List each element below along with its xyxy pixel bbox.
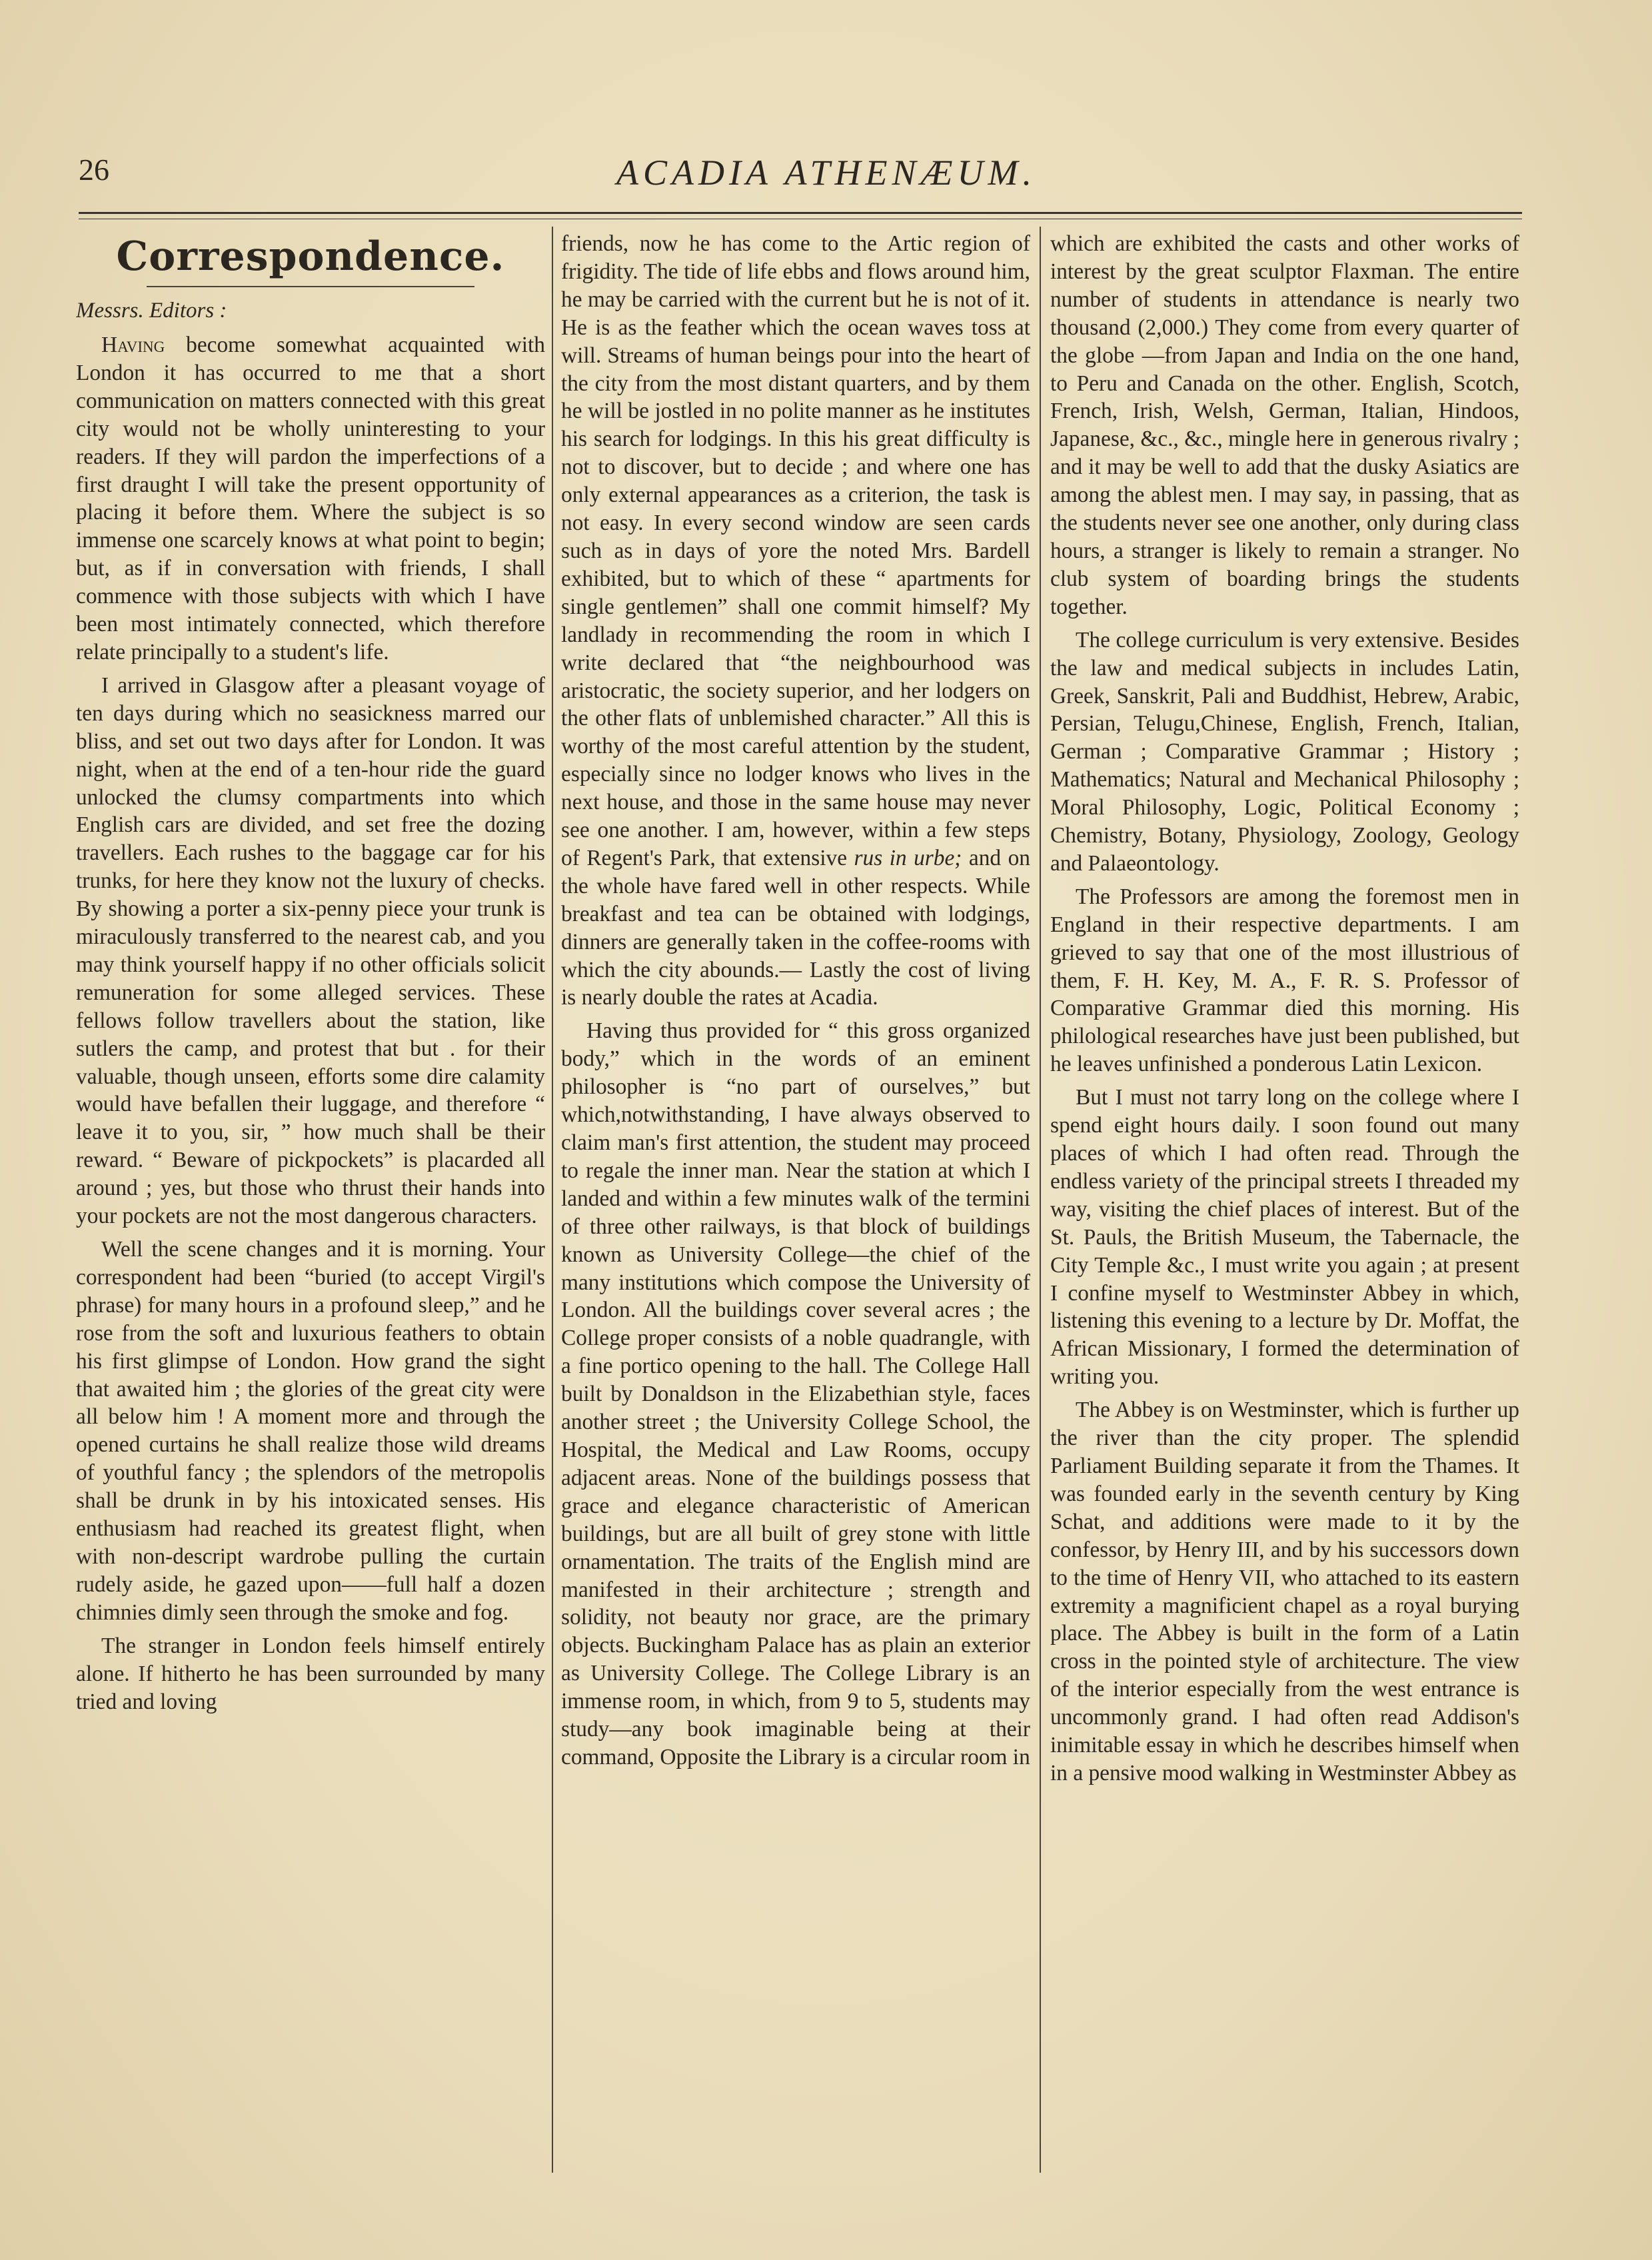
paragraph <box>76 331 545 666</box>
latin-phrase: rus in urbe; <box>854 845 962 870</box>
section-title: Correspondence. <box>116 233 505 280</box>
title-rule <box>147 286 475 287</box>
salutation: Messrs. Editors : <box>76 299 227 323</box>
header-rule <box>79 212 1522 214</box>
paragraph: The Professors are among the foremost men in England in their respective departments. I am grieved to say that one of the most illustrious of them, F. H. Key, M. A., F. R. S. Professor of Comparative Grammar died this morning. His philological researches have just been published, but he leaves unfinished a ponderous Latin Lexicon. <box>1050 884 1519 1077</box>
paragraph-text: become somewhat acquainted with London it has occurred to me that a short communication on matters connected with this great city would not be wholly uninteresting to your readers. If they will pardon the imperfections of a first draught I will take the present opportunity of placing it before them. Where the subject is so immense one scarcely knows at what point to begin; but, as if in conversation with friends, I shall commence with those subjects with which I have been most intimately connected, which therefore relate principally to a student's life. <box>76 333 545 664</box>
page-number: 26 <box>79 153 109 187</box>
paragraph-text: and on the whole have fared well in other respects. While breakfast and tea can be obtained with lodgings, dinners are generally taken in the coffee-rooms with which the city abounds.— Lastly the cost of living is nearly double the rates at Acadia. <box>561 845 1030 1010</box>
running-title: ACADIA ATHENÆUM. <box>616 153 1036 193</box>
page-header <box>0 0 1652 213</box>
paragraph: Having thus provided for “ this gross organized body,” which in the words of an eminent philosopher is “no part of ourselves,” but which,notwithstanding, I have always observed to claim man's first attention, the student may proceed to regale the inner man. Near the station at which I landed and within a few minutes walk of the termini of three other railways, is that block of buildings known as University College—the chief of the many institutions which compose the University of London. All the buildings cover several acres ; the College proper consists of a noble quadrangle, with a fine portico opening to the hall. The College Hall built by Donaldson in the Elizabethian style, faces another street ; the University College School, the Hospital, the Medical and Law Rooms, occupy adjacent areas. None of the buildings possess that grace and elegance characteristic of American buildings, but are all built of grey stone with little ornamentation. The traits of the English mind are manifested in their architecture ; strength and solidity, not beauty nor grace, are the primary objects. Buckingham Palace has as plain an exterior as University College. The College Library is an immense room, in which, from 9 to 5, students may study—any book imaginable being at their command, Opposite the Library is a circular room in <box>561 1018 1030 1769</box>
paragraph: I arrived in Glasgow after a pleasant voyage of ten days during which no seasickness marred our bliss, and set out two days after for London. It was night, when at the end of a ten-hour ride the guard unlocked the clumsy compartments into which English cars are divided, and set free the dozing travellers. Each rushes to the baggage car for his trunks, for here they know not the luxury of checks. By showing a porter a six-penny piece your trunk is miraculously transferred to the nearest cab, and you may think yourself happy if no other officials solicit remuneration for some alleged services. These fellows follow travellers about the station, like sutlers the camp, and protest that but . for their valuable, though unseen, efforts some dire calamity would have befallen their luggage, and therefore “ leave it to you, sir, ” how much shall be their reward. “ Beware of pickpockets” is placarded all around ; yes, but those who thrust their hands into your pockets are not the most dangerous characters. <box>76 672 545 1229</box>
column-divider-2 <box>1040 227 1041 2173</box>
column-divider-1 <box>552 227 553 2173</box>
paragraph <box>561 230 1030 1012</box>
paragraph-text: friends, now he has come to the Artic region of frigidity. The tide of life ebbs and flows around him, he may be carried with the current but he is not of it. He is as the feather which the ocean waves toss at will. Streams of human beings pour into the heart of the city from the most distant quarters, and by them he will be jostled in no polite manner as he institutes his search for lodgings. In this his great difficulty is not to discover, but to decide ; and where one has only external appearances as a criterion, the task is not easy. In every second window are seen cards such as in days of yore the noted Mrs. Bardell exhibited, but to which of these “ apartments for single gentlemen” shall one commit himself? My landlady in recommending the room in which I write declared that “the neighbourhood was aristocratic, the society superior, and her lodgers on the other flats of unblemished character.” All this is worthy of the most careful attention by the student, especially since no lodger knows who lives in the next house, and those in the same house may never see one another. I am, however, within a few steps of Regent's Park, that extensive <box>561 231 1030 870</box>
paragraph: But I must not tarry long on the college where I spend eight hours daily. I soon found out many places of which I had often read. Through the endless variety of the principal streets I threaded my way, visiting the chief places of interest. But of the St. Pauls, the British Museum, the Tabernacle, the City Temple &c., I must write you again ; at present I confine myself to Westminster Abbey in which, listening this evening to a lecture by Dr. Moffat, the African Missionary, I formed the determination of writing you. <box>1050 1085 1519 1390</box>
article-column-1 <box>76 230 545 2176</box>
paragraph: The stranger in London feels himself entirely alone. If hitherto he has been surrounded by many tried and loving <box>76 1633 545 1714</box>
article-column-2 <box>561 230 1030 2176</box>
paragraph: which are exhibited the casts and other works of interest by the great sculptor Flaxman. The entire number of students in attendance is nearly two thousand (2,000.) They come from every quarter of the globe —from Japan and India on the one hand, to Peru and Canada on the other. English, Scotch, French, Irish, Welsh, German, Italian, Hindoos, Japanese, &c., &c., mingle here in generous rivalry ; and it may be well to add that the dusky Asiatics are among the ablest men. I may say, in passing, that as the students never see one another, only during class hours, a stranger is likely to remain a stranger. No club system of boarding brings the students together. <box>1050 231 1519 619</box>
article-column-3 <box>1050 230 1519 2176</box>
paragraph: Well the scene changes and it is morning. Your correspondent had been “buried (to accept Virgil's phrase) for many hours in a profound sleep,” and he rose from the soft and luxurious feathers to obtain his first glimpse of London. How grand the sight that awaited him ; the glories of the great city were all below him ! A moment more and through the opened curtains he shall realize those wild dreams of youthful fancy ; the splendors of the metropolis shall be drunk in by his intoxicated senses. His enthusiasm had reached its greatest flight, when with non-descript wardrobe pulling the curtain rudely aside, he gazed upon——full half a dozen chimnies dimly seen through the smoke and fog. <box>76 1237 545 1625</box>
first-word: Having <box>101 333 165 357</box>
paragraph: The Abbey is on Westminster, which is further up the river than the city proper. The splendid Parliament Building separate it from the Thames. It was founded early in the seventh century by King Schat, and additions were made to it by the confessor, by Henry III, and by his successors down to the time of Henry VII, who attached to its eastern extremity a magnificient chapel as a royal burying place. The Abbey is built in the form of a Latin cross in the pointed style of architecture. The view of the interior especially from the west entrance is uncommonly grand. I had often read Addison's inimitable essay in which he describes himself when in a pensive mood walking in Westminster Abbey as <box>1050 1398 1519 1785</box>
paragraph: The college curriculum is very extensive. Besides the law and medical subjects in includes Latin, Greek, Sanskrit, Pali and Buddhist, Hebrew, Arabic, Persian, Telugu,Chinese, English, French, Italian, German ; Comparative Grammar ; History ; Mathematics; Natural and Mechanical Philosophy ; Moral Philosophy, Logic, Political Economy ; Chemistry, Botany, Physiology, Zoology, Geology and Palaeontology. <box>1050 627 1519 876</box>
